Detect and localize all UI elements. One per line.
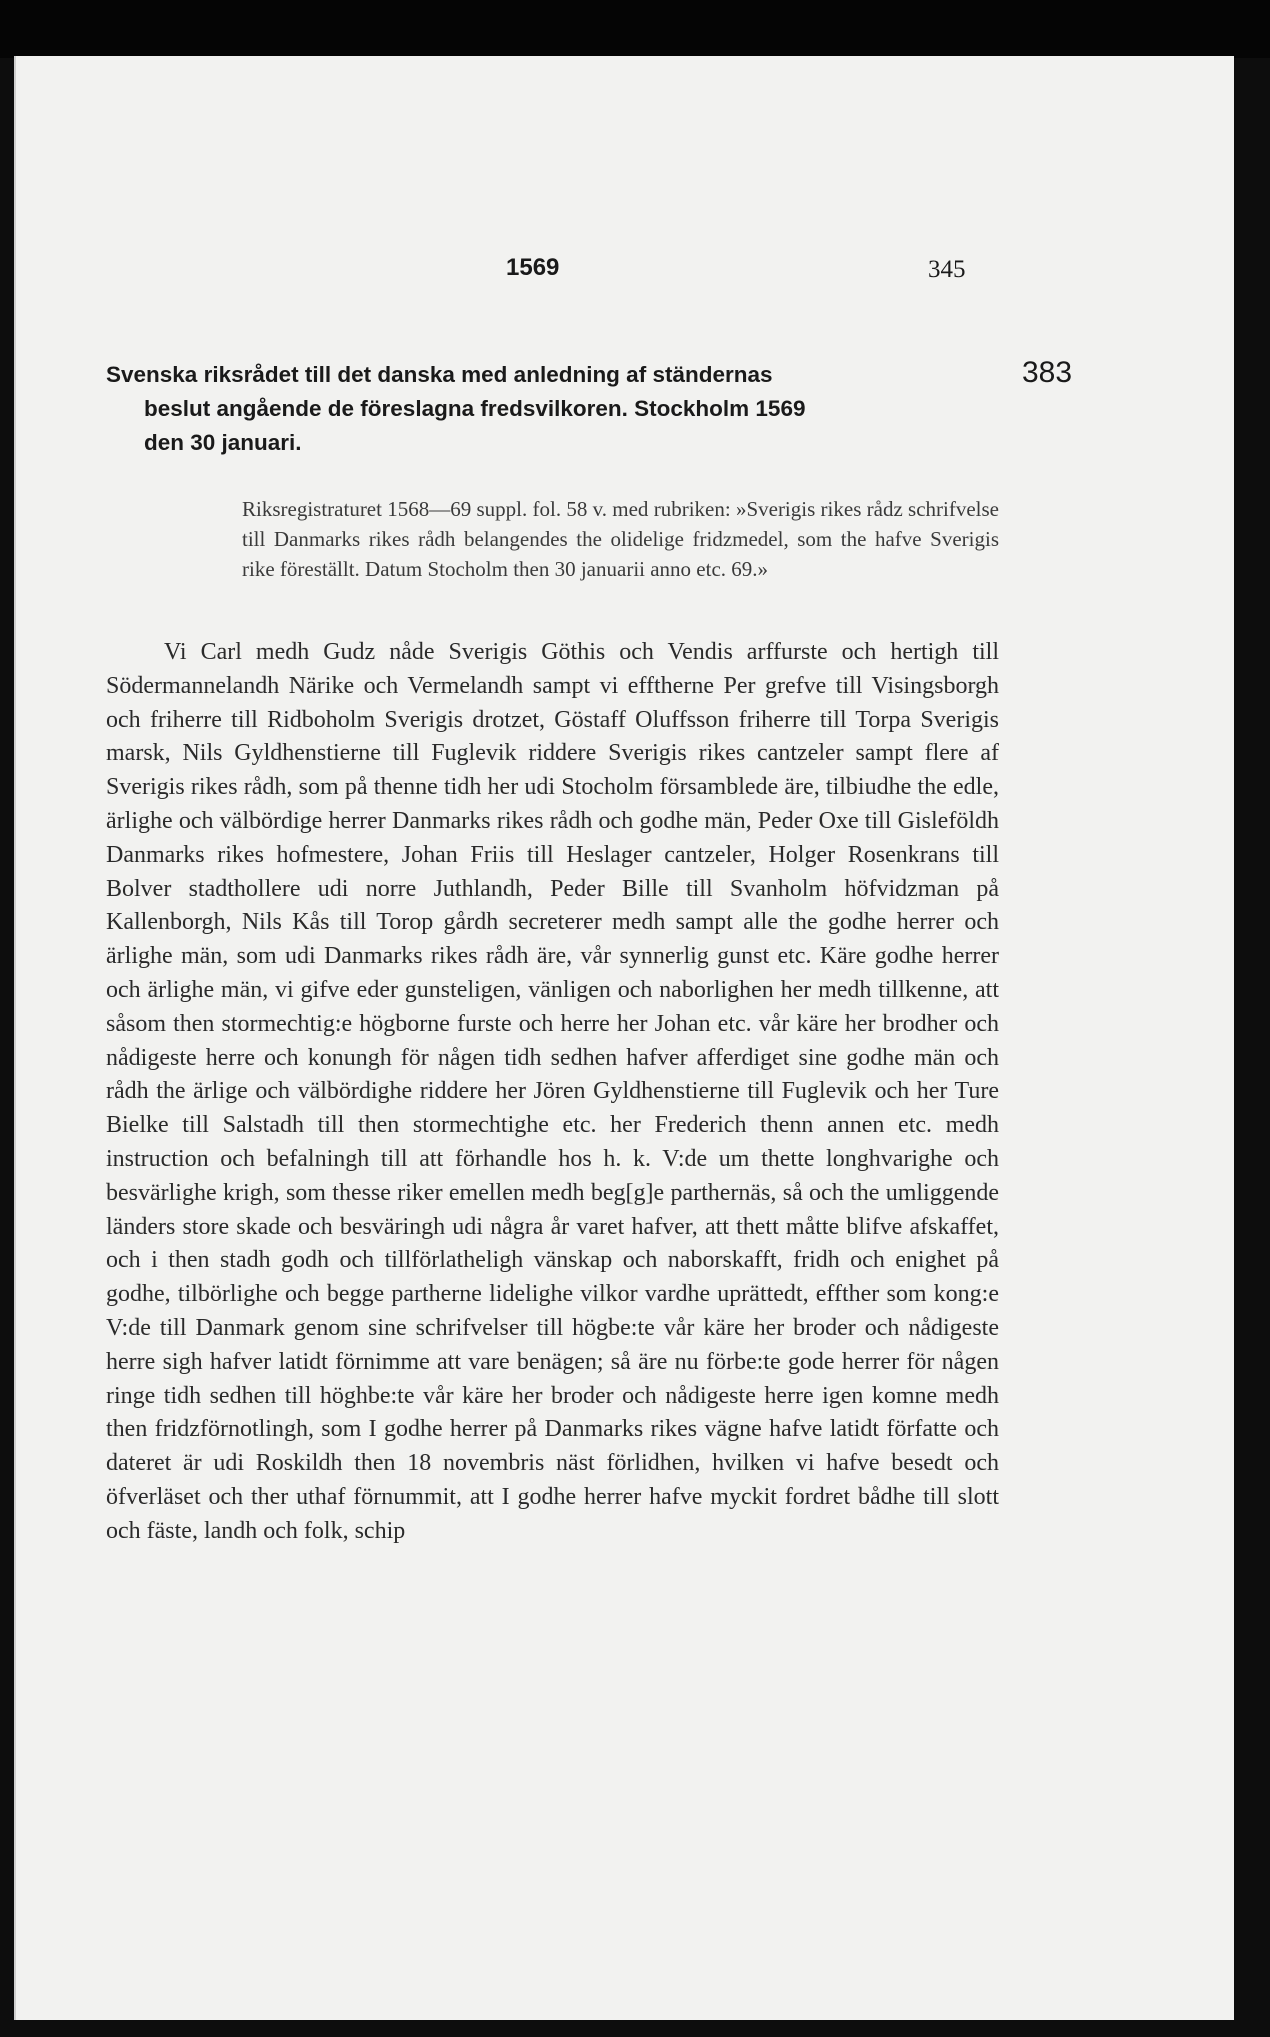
heading-line-1: Svenska riksrådet till det danska med anledning af ständernas (106, 362, 773, 387)
heading-line-3: den 30 januari. (144, 430, 302, 455)
source-note: Riksregistraturet 1568—69 suppl. fol. 58 v. med rubriken: »Sverigis rikes rådz schrifvelse till Danmarks rikes rådh belangendes the olidelige fridzmedel, som the hafve Sverigis rike föreställt. Datum Stocholm then 30 januarii anno etc. 69.» (242, 497, 999, 581)
document-number: 383 (1022, 356, 1073, 389)
running-head-year: 1569 (506, 254, 560, 281)
scan-top-edge (0, 0, 1270, 58)
heading-line-2: beslut angående de föreslagna fredsvilkoren. Stockholm 1569 (144, 396, 806, 421)
document-heading (106, 358, 999, 460)
letter-body: Vi Carl medh Gudz nåde Sverigis Göthis och Vendis arffurste och hertigh till Södermannelandh Närike och Vermelandh sampt vi efftherne Per grefve till Visingsborgh och friherre till Ridboholm Sverigis drotzet, Göstaff Oluffsson friherre till Torpa Sverigis marsk, Nils Gyldhenstierne till Fuglevik riddere Sverigis rikes cantzeler sampt flere af Sverigis rikes rådh, som på thenne tidh her udi Stocholm församblede äre, tilbiudhe the edle, ärlighe och välbördige herrer Danmarks rikes rådh och godhe män, Peder Oxe till Gisleföldh Danmarks rikes hofmestere, Johan Friis till Heslager cantzeler, Holger Rosenkrans till Bolver stadthollere udi norre Juthlandh, Peder Bille till Svanholm höfvidzman på Kallenborgh, Nils Kås till Torop gårdh secreterer medh sampt alle the godhe herrer och ärlighe män, som udi Danmarks rikes rådh äre, vår synnerlig gunst etc. Käre godhe herrer och ärlighe män, vi gifve eder gunsteligen, vänligen och naborlighen her medh tillkenne, att såsom then stormechtig:e högborne furste och herre her Johan etc. vår käre her brodher och nådigeste herre och konungh för någen tidh sedhen hafver afferdiget sine godhe män och rådh the ärlige och välbördighe riddere her Jören Gyldhenstierne till Fuglevik och her Ture Bielke till Salstadh till then stormechtighe etc. her Frederich thenn annen etc. medh instruction och befalningh till att förhandle hos h. k. V:de um thette longhvarighe och besvärlighe krigh, som thesse riker emellen medh beg[g]e parthernäs, så och the umliggende länders store skade och besväringh udi några år varet hafver, att thett måtte blifve afskaffet, och i then stadh godh och tillförlatheligh vänskap och naborskafft, fridh och enighet på godhe, tilbörlighe och begge partherne lidelighe vilkor vardhe uprättedt, effther som kong:e V:de till Danmark genom sine schrifvelser till högbe:te vår käre her broder och nådigeste herre sigh hafver latidt förnimme att vare benägen; så äre nu förbe:te gode herrer för någen ringe tidh sedhen till höghbe:te vår käre her broder och nådigeste herre igen komne medh then fridzförnotlingh, som I godhe herrer på Danmarks rikes vägne hafve latidt författe och dateret är udi Roskildh then 18 novembris näst förlidhen, hvilken vi hafve besedt och öfverläset och ther uthaf förnummit, att I godhe herrer hafve myckit fordret bådhe till slott och fäste, landh och folk, schip (106, 639, 999, 1544)
page-number: 345 (928, 256, 966, 283)
book-page (14, 56, 1234, 2020)
